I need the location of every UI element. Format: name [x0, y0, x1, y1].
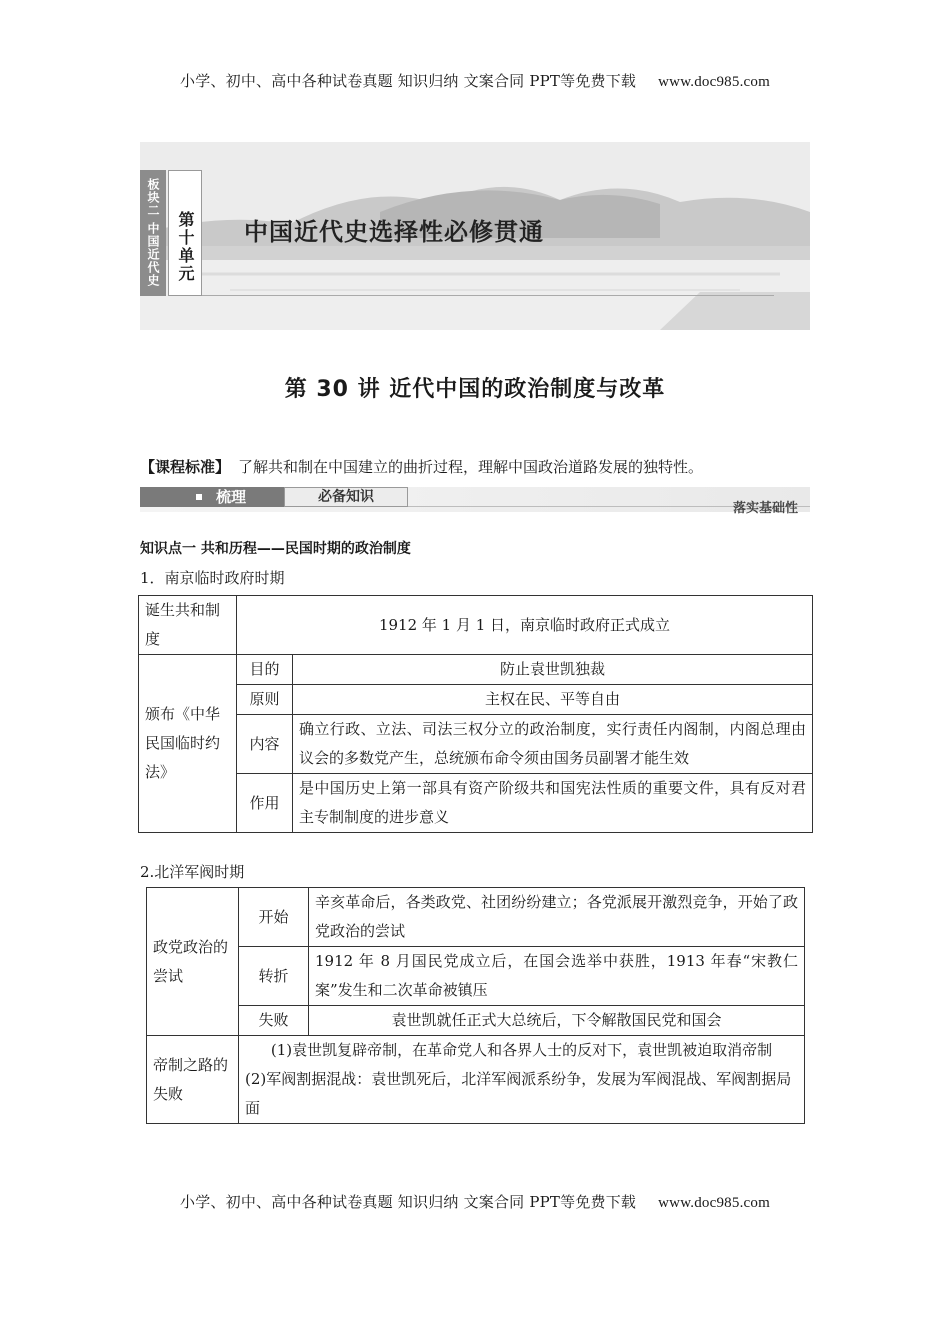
- table-content-cell: 防止袁世凯独裁: [293, 655, 813, 685]
- table-row: [147, 947, 805, 1006]
- table-content-cell: 辛亥革命后，各类政党、社团纷纷建立；各党派展开激烈竞争，开始了政党政治的尝试: [309, 888, 805, 947]
- list-item: (2)军阀割据混战：袁世凯死后，北洋军阀派系纷争，发展为军阀混战、军阀割据局面: [245, 1070, 792, 1117]
- table-label-cell: 目的: [237, 655, 293, 685]
- lecture-title: 第 30 讲 近代中国的政治制度与改革: [284, 377, 666, 402]
- section-tab-review-label: 梳理: [216, 488, 247, 506]
- table-row: [147, 1036, 805, 1124]
- table-row: [139, 655, 813, 685]
- course-standard-text: 了解共和制在中国建立的曲折过程，理解中国政治道路发展的独特性。: [238, 458, 704, 476]
- table-row: [139, 596, 813, 655]
- table-label-cell: 开始: [239, 888, 309, 947]
- header-url[interactable]: www.doc985.com: [658, 74, 770, 90]
- beiyang-period-table: [146, 887, 805, 1124]
- course-standard: [140, 456, 703, 477]
- table-label-cell: 原则: [237, 685, 293, 715]
- table-row: [139, 685, 813, 715]
- table-group-label-cell: 政党政治的尝试: [147, 888, 239, 1036]
- table-label-cell: 作用: [237, 774, 293, 833]
- side-tab-section: 板块二 中国近代史: [140, 170, 166, 296]
- table-row: [139, 715, 813, 774]
- table-label-cell: 转折: [239, 947, 309, 1006]
- footer-url[interactable]: www.doc985.com: [658, 1195, 770, 1211]
- square-bullet-icon: [196, 494, 202, 500]
- table-label-cell: 内容: [237, 715, 293, 774]
- footer-text: 小学、初中、高中各种试卷真题 知识归纳 文案合同 PPT等免费下载: [180, 1193, 637, 1211]
- header-text: 小学、初中、高中各种试卷真题 知识归纳 文案合同 PPT等免费下载: [180, 72, 637, 90]
- section-bar: [140, 487, 810, 516]
- table-row: [139, 774, 813, 833]
- table-label-cell: 诞生共和制度: [139, 596, 237, 655]
- table-content-cell: 确立行政、立法、司法三权分立的政治制度，实行责任内阁制，内阁总理由议会的多数党产生，总统颁布命令须由国务员副署才能生效: [293, 715, 813, 774]
- table-row: [147, 1006, 805, 1036]
- section-bar-right-label: 落实基础性: [732, 501, 798, 516]
- unit-label: 第十单元: [168, 170, 202, 296]
- table-row: [147, 888, 805, 947]
- section-tab-review: [140, 487, 284, 507]
- table-group-label-cell: 帝制之路的失败: [147, 1036, 239, 1124]
- table-content-cell: 1912 年 8 月国民党成立后，在国会选举中获胜，1913 年春“宋教仁案”发生和二次革命被镇压: [309, 947, 805, 1006]
- section-tab-knowledge: 必备知识: [284, 487, 408, 507]
- table-group-label-cell: 颁布《中华民国临时约法》: [139, 655, 237, 833]
- table-content-cell: 是中国历史上第一部具有资产阶级共和国宪法性质的重要文件，具有反对君主专制制度的进步意义: [293, 774, 813, 833]
- table-content-cell: [239, 1036, 805, 1124]
- knowledge-point-heading: 知识点一 共和历程——民国时期的政治制度: [140, 541, 411, 557]
- course-standard-label: 【课程标准】: [140, 458, 231, 476]
- part1-heading: 1．南京临时政府时期: [140, 569, 285, 587]
- banner-title: 中国近代史选择性必修贯通: [244, 218, 544, 246]
- table-label-cell: 失败: [239, 1006, 309, 1036]
- page-footer: [0, 1191, 950, 1212]
- list-item: (1)袁世凯复辟帝制，在革命党人和各界人士的反对下，袁世凯被迫取消帝制: [270, 1041, 773, 1059]
- table-content-cell: 主权在民、平等自由: [293, 685, 813, 715]
- banner-divider: [202, 295, 774, 296]
- page-header: [0, 70, 950, 91]
- table-content-cell: 袁世凯就任正式大总统后，下令解散国民党和国会: [309, 1006, 805, 1036]
- table-content-cell: 1912 年 1 月 1 日，南京临时政府正式成立: [237, 596, 813, 655]
- part2-heading: 2.北洋军阀时期: [140, 863, 245, 881]
- unit-banner: [140, 142, 810, 330]
- nanjing-government-table: [138, 595, 813, 833]
